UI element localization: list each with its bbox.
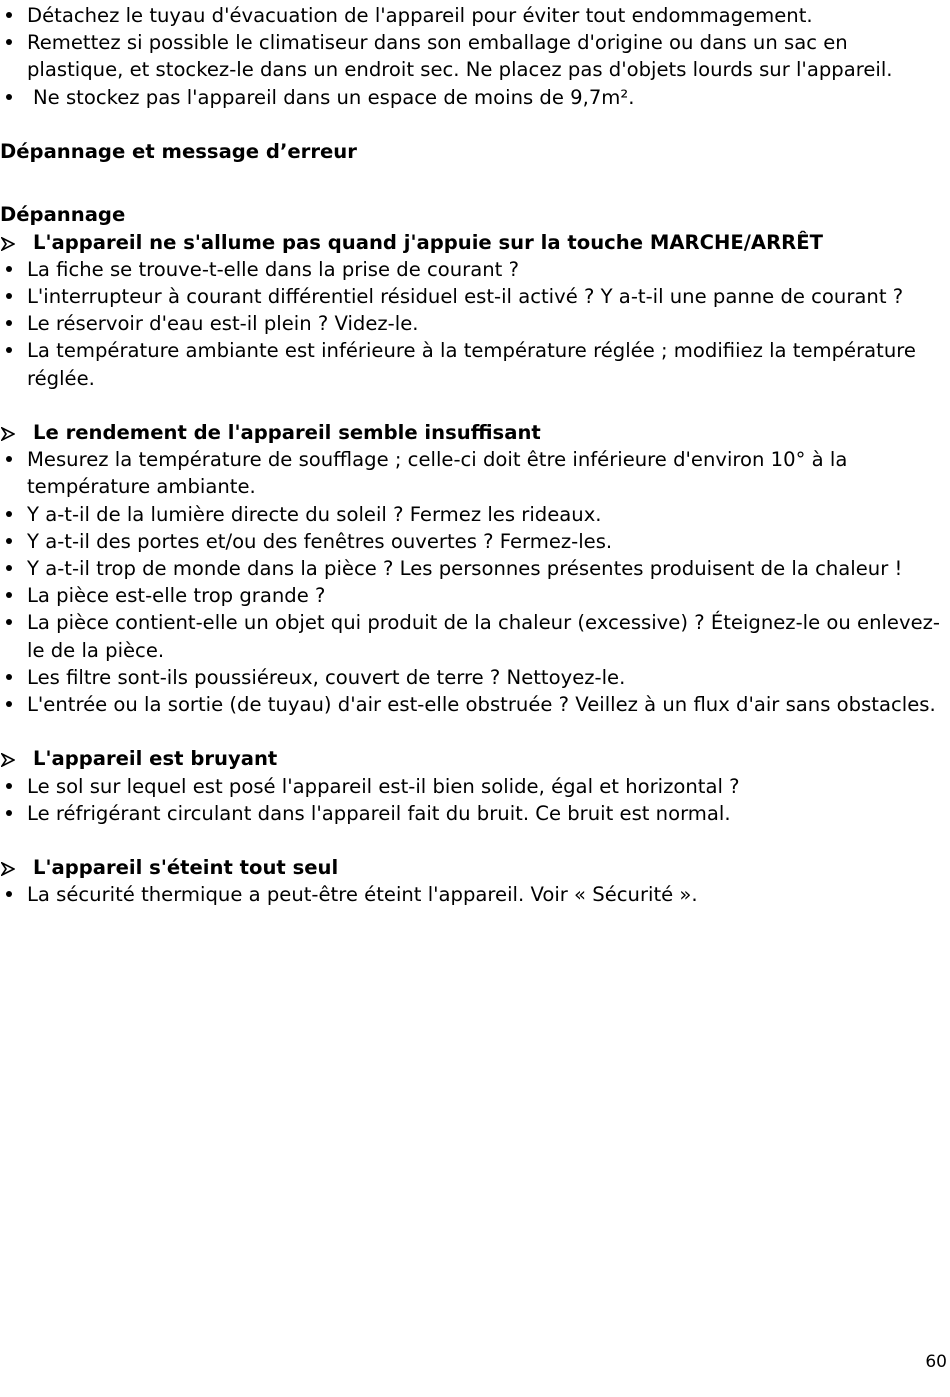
- bullet-icon: [2, 555, 16, 582]
- bullet-icon: [2, 29, 16, 56]
- issue-heading: [0, 745, 950, 772]
- bullet-icon: [2, 528, 16, 555]
- issue-bullet-list: [0, 256, 950, 392]
- list-item-text: Y a-t-il de la lumière directe du soleil ? Fermez les rideaux.: [27, 502, 602, 526]
- list-item-text: Y a-t-il trop de monde dans la pièce ? Les personnes présentes produisent de la chaleur !: [27, 557, 903, 581]
- bullet-icon: [2, 664, 16, 691]
- list-item: [0, 528, 950, 555]
- subsection-title: Dépannage: [0, 203, 126, 227]
- bullet-icon: [2, 691, 16, 718]
- bullet-icon: [2, 773, 16, 800]
- issue-heading-text: Le rendement de l'appareil semble insuffisant: [33, 421, 541, 444]
- list-item: [0, 609, 950, 663]
- bullet-icon: [2, 582, 16, 609]
- page-number: 60: [925, 1352, 947, 1372]
- storage-bullet-list: [0, 2, 950, 111]
- bullet-icon: [2, 283, 16, 310]
- issue-heading-text: L'appareil s'éteint tout seul: [33, 856, 339, 880]
- list-item: [0, 501, 950, 528]
- list-item: [0, 256, 950, 283]
- bullet-icon: [2, 337, 16, 364]
- list-item: [0, 800, 950, 827]
- list-item: [0, 310, 950, 337]
- list-item-text: Le réfrigérant circulant dans l'appareil fait du bruit. Ce bruit est normal.: [27, 801, 731, 825]
- list-item: [0, 555, 950, 582]
- list-item-text: La température ambiante est inférieure à la température réglée ; modifiiez la température réglée.: [27, 339, 916, 390]
- bullet-icon: [2, 881, 16, 908]
- arrowhead-icon: [1, 229, 21, 256]
- bullet-icon: [2, 800, 16, 827]
- list-item-text: La fiche se trouve-t-elle dans la prise de courant ?: [27, 257, 519, 281]
- list-item: [0, 664, 950, 691]
- list-item-text: La sécurité thermique a peut-être éteint l'appareil. Voir « Sécurité ».: [27, 883, 698, 907]
- list-item: [0, 582, 950, 609]
- arrowhead-icon: [1, 745, 21, 772]
- list-item: [0, 881, 950, 908]
- bullet-icon: [2, 310, 16, 337]
- issue-bullet-list: [0, 881, 950, 908]
- list-item: [0, 446, 950, 500]
- bullet-icon: [2, 84, 16, 111]
- bullet-icon: [2, 609, 16, 636]
- issue-heading: [0, 229, 950, 256]
- issue-heading: [0, 854, 950, 881]
- list-item-text: Remettez si possible le climatiseur dans son emballage d'origine ou dans un sac en plastique, et stockez-le dans un endroit sec. Ne placez pas d'objets lourds sur l'appareil.: [27, 31, 893, 82]
- document-page: [0, 2, 950, 909]
- list-item-text: Le réservoir d'eau est-il plein ? Videz-le.: [27, 312, 419, 336]
- list-item-text: L'entrée ou la sortie (de tuyau) d'air est-elle obstruée ? Veillez à un flux d'air sans obstacles.: [27, 693, 936, 717]
- list-item: [0, 2, 950, 29]
- issue-heading-text: L'appareil est bruyant: [33, 747, 278, 771]
- issue-bullet-list: [0, 446, 950, 718]
- list-item-text: La pièce est-elle trop grande ?: [27, 584, 326, 608]
- list-item: [0, 29, 950, 83]
- section-title: Dépannage et message d’erreur: [0, 140, 357, 163]
- list-item: [0, 283, 950, 310]
- list-item-text: La pièce contient-elle un objet qui produit de la chaleur (excessive) ? Éteignez-le ou enlevez-le de la pièce.: [27, 611, 940, 662]
- issue-heading: [0, 419, 950, 446]
- issue-bullet-list: [0, 773, 950, 827]
- bullet-icon: [2, 2, 16, 29]
- bullet-icon: [2, 501, 16, 528]
- list-item: [0, 84, 950, 111]
- bullet-icon: [2, 446, 16, 473]
- issue-heading-text: L'appareil ne s'allume pas quand j'appuie sur la touche MARCHE/ARRÊT: [33, 230, 823, 254]
- list-item: [0, 773, 950, 800]
- list-item-text: Le sol sur lequel est posé l'appareil est-il bien solide, égal et horizontal ?: [27, 774, 740, 798]
- list-item: [0, 691, 950, 718]
- list-item-text: Détachez le tuyau d'évacuation de l'appareil pour éviter tout endommagement.: [27, 4, 813, 27]
- list-item-text: Ne stockez pas l'appareil dans un espace de moins de 9,7m².: [33, 85, 635, 109]
- list-item-text: Les filtre sont-ils poussiéreux, couvert de terre ? Nettoyez-le.: [27, 665, 626, 689]
- list-item: [0, 337, 950, 391]
- arrowhead-icon: [1, 854, 21, 881]
- list-item-text: Mesurez la température de soufflage ; celle-ci doit être inférieure d'environ 10° à la température ambiante.: [27, 448, 848, 499]
- list-item-text: Y a-t-il des portes et/ou des fenêtres ouvertes ? Fermez-les.: [27, 529, 613, 553]
- arrowhead-icon: [1, 419, 21, 446]
- list-item-text: L'interrupteur à courant différentiel résiduel est-il activé ? Y a-t-il une panne de courant ?: [27, 285, 904, 308]
- bullet-icon: [2, 256, 16, 283]
